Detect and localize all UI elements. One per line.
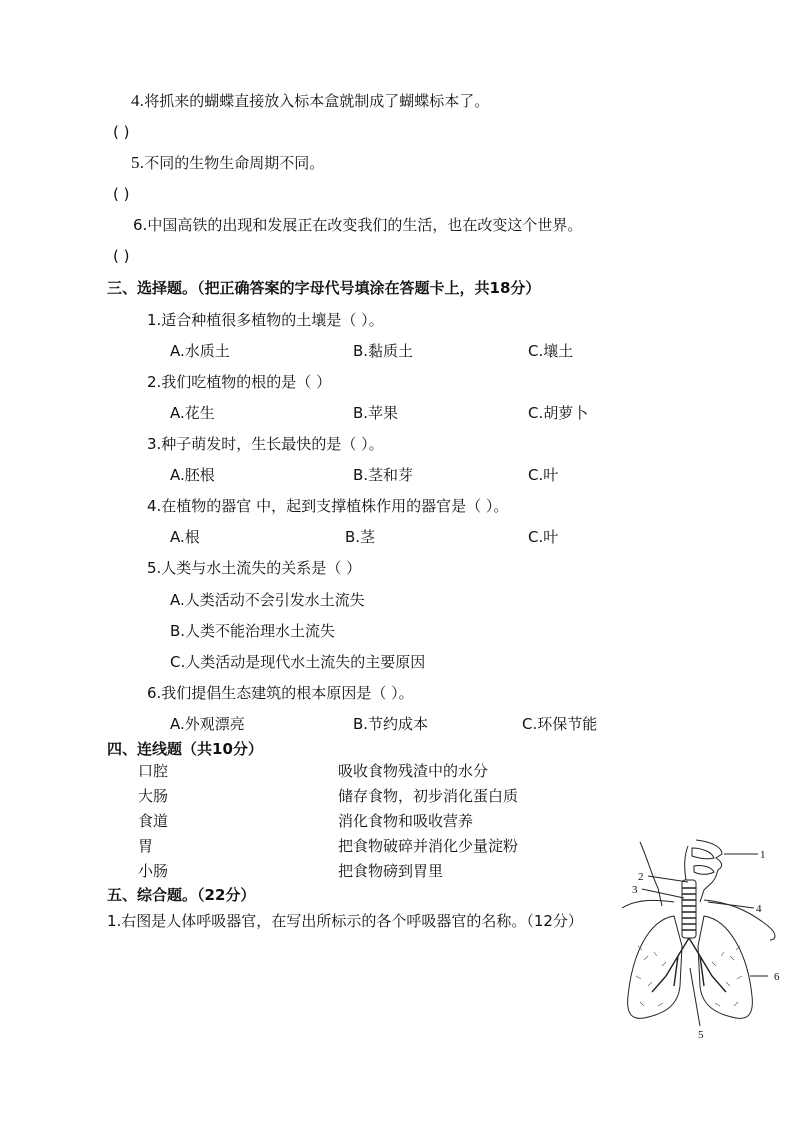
respiratory-system-diagram xyxy=(618,836,794,1046)
option-a[interactable]: A.胚根 xyxy=(170,466,215,484)
match-left-item[interactable]: 大肠 xyxy=(138,787,169,805)
choice-question-1: 1.适合种植很多植物的土壤是（ ）。 xyxy=(147,311,384,329)
answer-blank[interactable]: ( ) xyxy=(113,123,130,141)
diagram-label-1: 1 xyxy=(760,849,766,861)
option-b[interactable]: B.黏质土 xyxy=(353,342,414,360)
answer-blank[interactable]: ( ) xyxy=(113,247,130,265)
section-heading-choice: 三、选择题。（把正确答案的字母代号填涂在答题卡上，共18分） xyxy=(107,279,541,297)
comprehensive-question-1: 1.右图是人体呼吸器官，在写出所标示的各个呼吸器官的名称。（12分） xyxy=(107,912,583,930)
option-c[interactable]: C.胡萝卜 xyxy=(528,404,589,422)
match-right-item[interactable]: 把食物破碎并消化少量淀粉 xyxy=(338,837,519,855)
option-c[interactable]: C.壤土 xyxy=(528,342,574,360)
diagram-label-3: 3 xyxy=(632,884,638,896)
diagram-label-6: 6 xyxy=(774,971,780,983)
option-a[interactable]: A.人类活动不会引发水土流失 xyxy=(170,591,365,609)
option-b[interactable]: B.茎和芽 xyxy=(353,466,414,484)
choice-question-5: 5.人类与水土流失的关系是（ ） xyxy=(147,559,362,577)
nasal-cavity xyxy=(692,848,714,859)
option-b[interactable]: B.茎 xyxy=(345,528,376,546)
option-c[interactable]: C.叶 xyxy=(528,466,559,484)
judgement-item-4: 4.将抓来的蝴蝶直接放入标本盒就制成了蝴蝶标本了。 xyxy=(131,91,490,110)
option-c[interactable]: C.环保节能 xyxy=(522,715,598,733)
match-right-item[interactable]: 把食物磅到胃里 xyxy=(338,862,444,880)
match-left-item[interactable]: 口腔 xyxy=(138,762,169,780)
option-a[interactable]: A.水质土 xyxy=(170,342,230,360)
match-right-item[interactable]: 消化食物和吸收营养 xyxy=(338,812,474,830)
option-c[interactable]: C.人类活动是现代水土流失的主要原因 xyxy=(170,653,426,671)
choice-question-4: 4.在植物的器官 中，起到支撑植株作用的器官是（ ）。 xyxy=(147,497,509,515)
option-b[interactable]: B.人类不能治理水土流失 xyxy=(170,622,336,640)
mouth-cavity xyxy=(694,865,714,874)
choice-question-6: 6.我们提倡生态建筑的根本原因是（ ）。 xyxy=(147,684,414,702)
option-a[interactable]: A.花生 xyxy=(170,404,215,422)
section-heading-matching: 四、连线题（共10分） xyxy=(107,740,263,758)
match-right-item[interactable]: 储存食物，初步消化蛋白质 xyxy=(338,787,519,805)
match-left-item[interactable]: 食道 xyxy=(138,812,169,830)
diagram-label-4: 4 xyxy=(756,903,762,915)
choice-question-2: 2.我们吃植物的根的是（ ） xyxy=(147,373,332,391)
match-left-item[interactable]: 小肠 xyxy=(138,862,169,880)
option-c[interactable]: C.叶 xyxy=(528,528,559,546)
left-lung xyxy=(628,916,682,1018)
match-right-item[interactable]: 吸收食物残渣中的水分 xyxy=(338,762,489,780)
section-heading-comprehensive: 五、综合题。（22分） xyxy=(107,886,256,904)
match-left-item[interactable]: 胃 xyxy=(138,837,154,855)
judgement-item-6: 6.中国高铁的出现和发展正在改变我们的生活，也在改变这个世界。 xyxy=(133,216,583,234)
answer-blank[interactable]: ( ) xyxy=(113,185,130,203)
option-b[interactable]: B.节约成本 xyxy=(353,715,429,733)
option-a[interactable]: A.根 xyxy=(170,528,200,546)
option-b[interactable]: B.苹果 xyxy=(353,404,399,422)
choice-question-3: 3.种子萌发时，生长最快的是（ ）。 xyxy=(147,435,384,453)
judgement-item-5: 5.不同的生物生命周期不同。 xyxy=(131,153,325,172)
option-a[interactable]: A.外观漂亮 xyxy=(170,715,245,733)
diagram-label-2: 2 xyxy=(638,871,644,883)
diagram-label-5: 5 xyxy=(698,1029,704,1041)
